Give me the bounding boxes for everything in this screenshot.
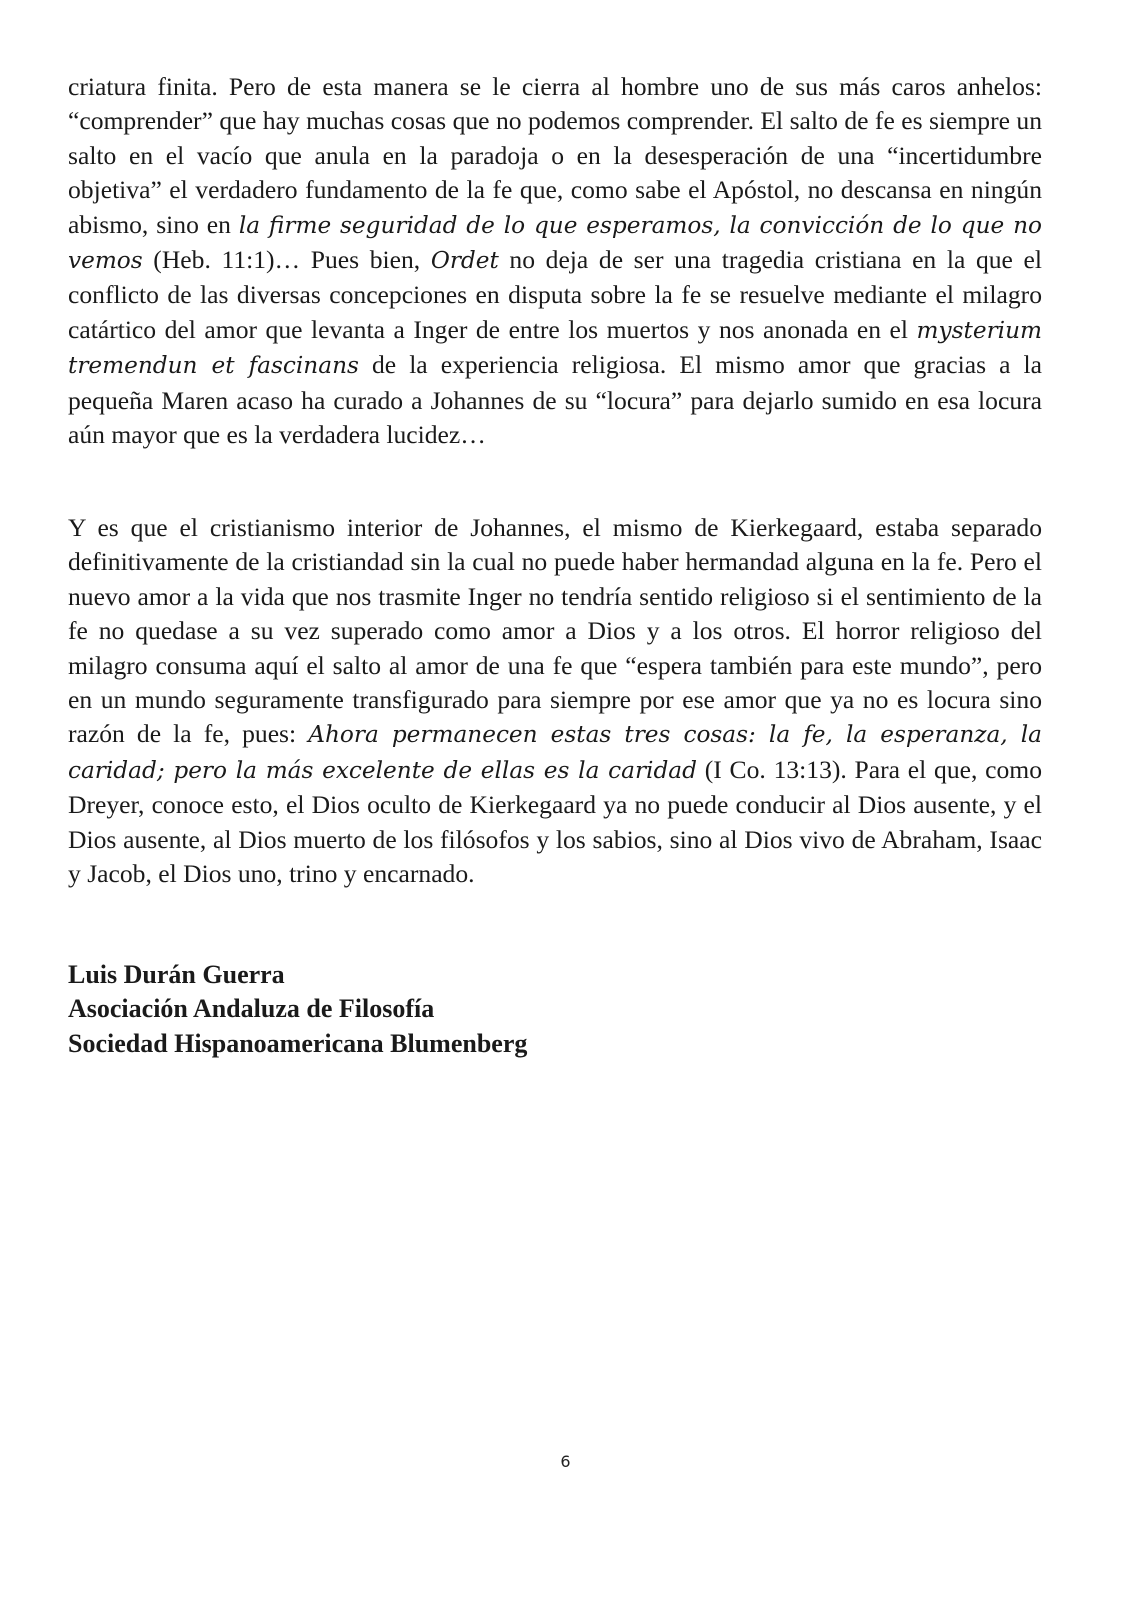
paragraph-1-quote-hebrews: la firme seguridad de lo que esperamos, la convicción de lo que no vemos [68,211,1042,275]
paragraph-1-latin-phrase: mysterium tremendun et fascinans [68,316,1042,380]
paragraph-2-quote-corinthians: Ahora permanecen estas tres cosas: la fe, la esperanza, la caridad; pero la más excelente de ellas es la caridad [68,721,1042,784]
paragraph-1-text: de la experiencia religiosa. El mismo amor que gracias a la pequeña Maren acaso ha curado a Johannes de su “locura” para dejarlo sumido en esa locura aún mayor que es la verdadera lucidez… [68,350,1042,450]
paragraph-1-text: (Heb. 11:1)… Pues bien, [142,245,431,275]
affiliation-andaluza: Asociación Andaluza de Filosofía [68,994,435,1024]
paragraph-2-text: Y es que el cristianismo interior de Johannes, el mismo de Kierkegaard, estaba separado definitivamente de la cristiandad sin la cual no puede haber hermandad alguna en la fe. Pero el nuevo amor a la vida que nos trasmite Inger no tendría sentido religioso si el sentimiento de la fe no quedase a su vez superado como amor a Dios y a los otros. El horror religioso del milagro consuma aquí el salto al amor de una fe que “espera también para este mundo”, pero en un mundo seguramente transfigurado para siempre por ese amor que ya no es locura sino razón de la fe, pues: [68,513,1042,749]
paragraph-1-film-title: Ordet [430,247,499,275]
affiliation-blumenberg: Sociedad Hispanoamericana Blumenberg [68,1028,528,1058]
paragraph-1 [68,70,1042,452]
paragraph-1-text: criatura finita. Pero de esta manera se le cierra al hombre uno de sus más caros anhelos: “comprender” que hay muchas cosas que no podemos comprender. El salto de fe es siempre un salto en el vacío que anula en la paradoja o en la desesperación de una “incertidumbre objetiva” el verdadero fundamento de la fe que, como sabe el Apóstol, no descansa en ningún abismo, sino en [68,72,1042,239]
paragraph-1-text: no deja de ser una tragedia cristiana en la que el conflicto de las diversas concepciones en disputa sobre la fe se resuelve mediante el milagro catártico del amor que levanta a Inger de entre los muertos y nos anonada en el [68,245,1042,344]
page-number: 6 [560,1452,571,1471]
paragraph-2-text: (I Co. 13:13). Para el que, como Dreyer, conoce esto, el Dios oculto de Kierkegaard ya no puede conducir al Dios ausente, y el Dios ausente, al Dios muerto de los filósofos y los sabios, sino al Dios vivo de Abraham, Isaac y Jacob, el Dios uno, trino y encarnado. [68,754,1042,889]
paragraph-2 [68,511,1042,891]
signature-block [68,958,527,1061]
author-name: Luis Durán Guerra [68,960,285,989]
